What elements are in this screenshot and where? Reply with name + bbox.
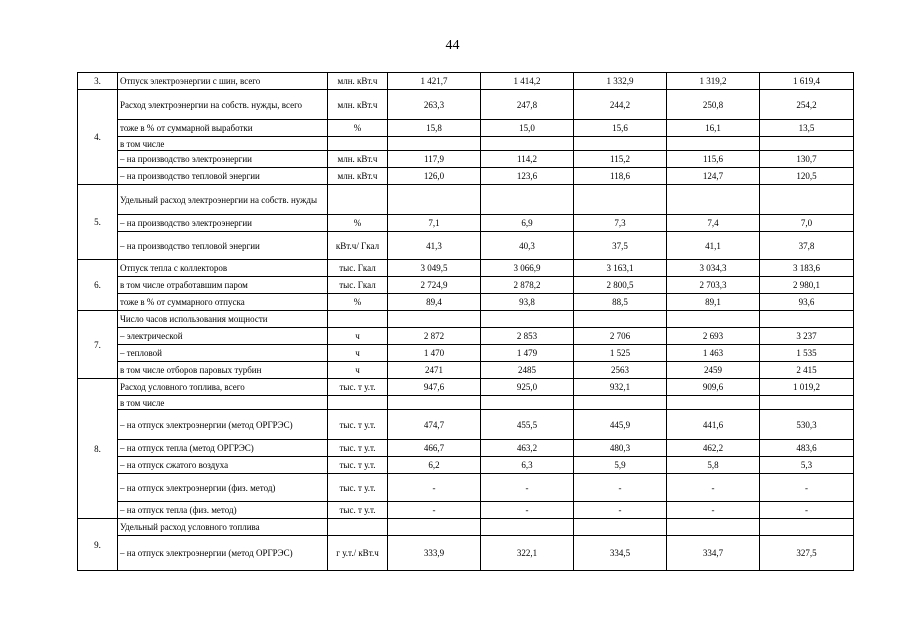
- value-cell: [481, 185, 574, 215]
- value-cell: 2 878,2: [481, 277, 574, 294]
- unit-of-measure: тыс. т у.т.: [328, 440, 388, 457]
- indicator-description: Удельный расход условного топлива: [118, 519, 328, 536]
- indicator-description: – электрической: [118, 328, 328, 345]
- value-cell: [574, 519, 667, 536]
- value-cell: 123,6: [481, 168, 574, 185]
- indicator-description: тоже в % от суммарной выработки: [118, 120, 328, 137]
- page-number: 44: [445, 38, 460, 53]
- value-cell: [667, 185, 760, 215]
- value-cell: [760, 311, 854, 328]
- indicator-description: – на производство электроэнергии: [118, 215, 328, 232]
- value-cell: 2 724,9: [388, 277, 481, 294]
- unit-of-measure: г у.т./ кВт.ч: [328, 536, 388, 571]
- indicator-description: – на отпуск сжатого воздуха: [118, 457, 328, 474]
- row-group-number: 8.: [78, 379, 118, 519]
- value-cell: [574, 396, 667, 410]
- table-row: [78, 294, 854, 311]
- indicator-description: Расход условного топлива, всего: [118, 379, 328, 396]
- table-row: [78, 410, 854, 440]
- unit-of-measure: [328, 396, 388, 410]
- indicator-description: – на производство тепловой энергии: [118, 232, 328, 260]
- value-cell: 474,7: [388, 410, 481, 440]
- value-cell: 120,5: [760, 168, 854, 185]
- unit-of-measure: тыс. т у.т.: [328, 379, 388, 396]
- value-cell: [760, 396, 854, 410]
- unit-of-measure: тыс. т у.т.: [328, 410, 388, 440]
- value-cell: -: [388, 502, 481, 519]
- table-row: [78, 536, 854, 571]
- unit-of-measure: [328, 137, 388, 151]
- value-cell: -: [667, 502, 760, 519]
- table-row: [78, 168, 854, 185]
- value-cell: 41,1: [667, 232, 760, 260]
- value-cell: [760, 519, 854, 536]
- value-cell: 2 706: [574, 328, 667, 345]
- value-cell: [481, 396, 574, 410]
- table-row: [78, 277, 854, 294]
- value-cell: 5,3: [760, 457, 854, 474]
- value-cell: 947,6: [388, 379, 481, 396]
- value-cell: 2 415: [760, 362, 854, 379]
- value-cell: 1 525: [574, 345, 667, 362]
- value-cell: 126,0: [388, 168, 481, 185]
- row-group-number: 3.: [78, 73, 118, 90]
- value-cell: -: [388, 474, 481, 502]
- unit-of-measure: [328, 519, 388, 536]
- value-cell: 5,8: [667, 457, 760, 474]
- value-cell: 6,2: [388, 457, 481, 474]
- unit-of-measure: тыс. т у.т.: [328, 474, 388, 502]
- value-cell: 5,9: [574, 457, 667, 474]
- value-cell: 1 421,7: [388, 73, 481, 90]
- table-row: [78, 502, 854, 519]
- table-row: [78, 260, 854, 277]
- value-cell: 15,0: [481, 120, 574, 137]
- value-cell: 463,2: [481, 440, 574, 457]
- value-cell: 3 183,6: [760, 260, 854, 277]
- row-group-number: 5.: [78, 185, 118, 260]
- value-cell: [760, 185, 854, 215]
- value-cell: 118,6: [574, 168, 667, 185]
- value-cell: 37,8: [760, 232, 854, 260]
- value-cell: 117,9: [388, 151, 481, 168]
- table-body: [78, 73, 854, 571]
- value-cell: 115,2: [574, 151, 667, 168]
- unit-of-measure: [328, 185, 388, 215]
- value-cell: -: [481, 502, 574, 519]
- value-cell: [388, 396, 481, 410]
- table-row: [78, 362, 854, 379]
- table-row: [78, 474, 854, 502]
- value-cell: 263,3: [388, 90, 481, 120]
- value-cell: 480,3: [574, 440, 667, 457]
- value-cell: 2 693: [667, 328, 760, 345]
- value-cell: 1 463: [667, 345, 760, 362]
- value-cell: 3 066,9: [481, 260, 574, 277]
- value-cell: 1 332,9: [574, 73, 667, 90]
- value-cell: 89,4: [388, 294, 481, 311]
- value-cell: 40,3: [481, 232, 574, 260]
- indicator-description: – тепловой: [118, 345, 328, 362]
- value-cell: 13,5: [760, 120, 854, 137]
- indicator-description: в том числе: [118, 137, 328, 151]
- indicator-description: Удельный расход электроэнергии на собств. нужды: [118, 185, 328, 215]
- value-cell: 334,7: [667, 536, 760, 571]
- unit-of-measure: %: [328, 294, 388, 311]
- value-cell: [667, 519, 760, 536]
- indicator-description: – на отпуск тепла (физ. метод): [118, 502, 328, 519]
- value-cell: 2563: [574, 362, 667, 379]
- value-cell: 3 237: [760, 328, 854, 345]
- value-cell: [388, 185, 481, 215]
- value-cell: 15,6: [574, 120, 667, 137]
- value-cell: [574, 311, 667, 328]
- unit-of-measure: тыс. т у.т.: [328, 457, 388, 474]
- value-cell: 1 619,4: [760, 73, 854, 90]
- value-cell: 2 853: [481, 328, 574, 345]
- value-cell: 2 872: [388, 328, 481, 345]
- unit-of-measure: тыс. Гкал: [328, 277, 388, 294]
- value-cell: 1 535: [760, 345, 854, 362]
- data-table: [77, 72, 854, 571]
- table-row: [78, 311, 854, 328]
- value-cell: 7,3: [574, 215, 667, 232]
- unit-of-measure: млн. кВт.ч: [328, 151, 388, 168]
- indicator-description: Отпуск электроэнергии с шин, всего: [118, 73, 328, 90]
- value-cell: 3 049,5: [388, 260, 481, 277]
- indicator-description: в том числе: [118, 396, 328, 410]
- value-cell: 925,0: [481, 379, 574, 396]
- table-row: [78, 345, 854, 362]
- indicator-description: – на отпуск тепла (метод ОРГРЭС): [118, 440, 328, 457]
- value-cell: 88,5: [574, 294, 667, 311]
- table-row: [78, 232, 854, 260]
- value-cell: 7,0: [760, 215, 854, 232]
- row-group-number: 7.: [78, 311, 118, 379]
- value-cell: 93,6: [760, 294, 854, 311]
- value-cell: 89,1: [667, 294, 760, 311]
- indicator-description: – на производство тепловой энергии: [118, 168, 328, 185]
- unit-of-measure: %: [328, 120, 388, 137]
- value-cell: 530,3: [760, 410, 854, 440]
- value-cell: 2 800,5: [574, 277, 667, 294]
- value-cell: 7,4: [667, 215, 760, 232]
- value-cell: 441,6: [667, 410, 760, 440]
- unit-of-measure: [328, 311, 388, 328]
- value-cell: 115,6: [667, 151, 760, 168]
- unit-of-measure: млн. кВт.ч: [328, 90, 388, 120]
- indicator-description: Отпуск тепла с коллекторов: [118, 260, 328, 277]
- table-row: [78, 379, 854, 396]
- value-cell: 327,5: [760, 536, 854, 571]
- value-cell: 2471: [388, 362, 481, 379]
- value-cell: -: [760, 502, 854, 519]
- unit-of-measure: млн. кВт.ч: [328, 168, 388, 185]
- unit-of-measure: кВт.ч/ Гкал: [328, 232, 388, 260]
- value-cell: [481, 137, 574, 151]
- table-row: [78, 73, 854, 90]
- value-cell: 93,8: [481, 294, 574, 311]
- indicator-description: – на отпуск электроэнергии (метод ОРГРЭС): [118, 410, 328, 440]
- unit-of-measure: ч: [328, 328, 388, 345]
- value-cell: 932,1: [574, 379, 667, 396]
- indicator-description: Число часов использования мощности: [118, 311, 328, 328]
- value-cell: [760, 137, 854, 151]
- value-cell: [388, 519, 481, 536]
- value-cell: 114,2: [481, 151, 574, 168]
- value-cell: -: [481, 474, 574, 502]
- table-row: [78, 185, 854, 215]
- value-cell: [388, 137, 481, 151]
- value-cell: 254,2: [760, 90, 854, 120]
- indicator-description: – на отпуск электроэнергии (метод ОРГРЭС): [118, 536, 328, 571]
- value-cell: 1 479: [481, 345, 574, 362]
- row-group-number: 9.: [78, 519, 118, 571]
- value-cell: 333,9: [388, 536, 481, 571]
- value-cell: 466,7: [388, 440, 481, 457]
- value-cell: [574, 137, 667, 151]
- unit-of-measure: млн. кВт.ч: [328, 73, 388, 90]
- table-row: [78, 440, 854, 457]
- value-cell: 250,8: [667, 90, 760, 120]
- value-cell: 7,1: [388, 215, 481, 232]
- row-group-number: 4.: [78, 90, 118, 185]
- table-row: [78, 519, 854, 536]
- value-cell: [667, 311, 760, 328]
- value-cell: 322,1: [481, 536, 574, 571]
- table-row: [78, 120, 854, 137]
- table-row: [78, 151, 854, 168]
- value-cell: 124,7: [667, 168, 760, 185]
- value-cell: 6,9: [481, 215, 574, 232]
- indicator-description: Расход электроэнергии на собств. нужды, всего: [118, 90, 328, 120]
- value-cell: 1 019,2: [760, 379, 854, 396]
- unit-of-measure: ч: [328, 345, 388, 362]
- unit-of-measure: ч: [328, 362, 388, 379]
- value-cell: [388, 311, 481, 328]
- value-cell: 909,6: [667, 379, 760, 396]
- indicator-description: – на отпуск электроэнергии (физ. метод): [118, 474, 328, 502]
- value-cell: 247,8: [481, 90, 574, 120]
- value-cell: 130,7: [760, 151, 854, 168]
- value-cell: 483,6: [760, 440, 854, 457]
- table-row: [78, 457, 854, 474]
- value-cell: 244,2: [574, 90, 667, 120]
- indicator-description: – на производство электроэнергии: [118, 151, 328, 168]
- table-row: [78, 396, 854, 410]
- table-row: [78, 328, 854, 345]
- value-cell: [481, 311, 574, 328]
- value-cell: [667, 396, 760, 410]
- indicator-description: в том числе отборов паровых турбин: [118, 362, 328, 379]
- value-cell: 1 414,2: [481, 73, 574, 90]
- value-cell: 2459: [667, 362, 760, 379]
- value-cell: 37,5: [574, 232, 667, 260]
- value-cell: [667, 137, 760, 151]
- indicator-description: в том числе отработавшим паром: [118, 277, 328, 294]
- unit-of-measure: %: [328, 215, 388, 232]
- value-cell: -: [760, 474, 854, 502]
- value-cell: 15,8: [388, 120, 481, 137]
- value-cell: 3 034,3: [667, 260, 760, 277]
- value-cell: 41,3: [388, 232, 481, 260]
- value-cell: 16,1: [667, 120, 760, 137]
- value-cell: 6,3: [481, 457, 574, 474]
- value-cell: 334,5: [574, 536, 667, 571]
- value-cell: 2 980,1: [760, 277, 854, 294]
- value-cell: [481, 519, 574, 536]
- value-cell: -: [667, 474, 760, 502]
- value-cell: 3 163,1: [574, 260, 667, 277]
- value-cell: -: [574, 474, 667, 502]
- table-row: [78, 215, 854, 232]
- row-group-number: 6.: [78, 260, 118, 311]
- table-row: [78, 90, 854, 120]
- unit-of-measure: тыс. т у.т.: [328, 502, 388, 519]
- value-cell: 455,5: [481, 410, 574, 440]
- indicator-description: тоже в % от суммарного отпуска: [118, 294, 328, 311]
- value-cell: 445,9: [574, 410, 667, 440]
- table-row: [78, 137, 854, 151]
- value-cell: 1 470: [388, 345, 481, 362]
- unit-of-measure: тыс. Гкал: [328, 260, 388, 277]
- value-cell: 2485: [481, 362, 574, 379]
- value-cell: 1 319,2: [667, 73, 760, 90]
- value-cell: [574, 185, 667, 215]
- value-cell: 462,2: [667, 440, 760, 457]
- value-cell: -: [574, 502, 667, 519]
- value-cell: 2 703,3: [667, 277, 760, 294]
